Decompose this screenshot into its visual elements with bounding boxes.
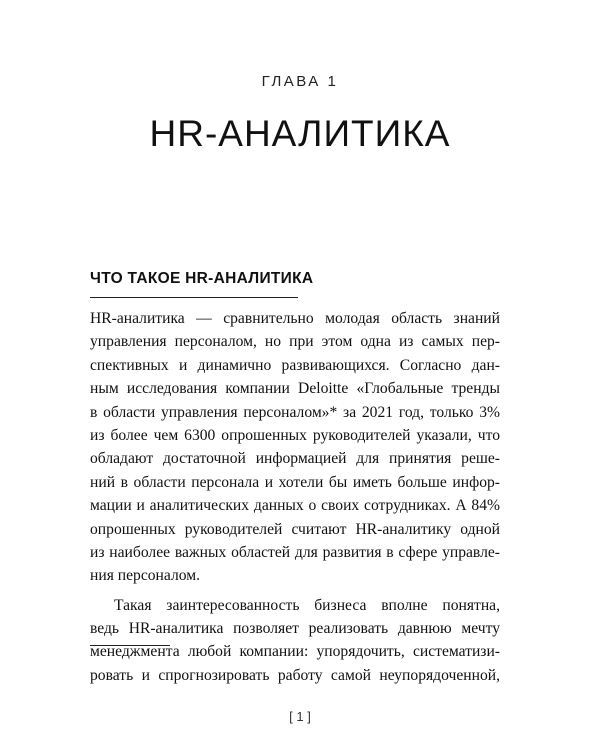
paragraph-1-line: из наиболее важных областей для развития в сфере управле- (90, 543, 500, 561)
paragraph-1-line: ным исследования компании Deloitte «Глобальные тренды (90, 380, 500, 398)
paragraph-2-line: ведь HR-аналитика позволяет реализовать давнюю мечту (90, 620, 500, 638)
paragraph-1-line: управления персоналом, но при этом одна из самых пер- (90, 333, 500, 351)
paragraph-1-line: ния персоналом. (90, 567, 200, 585)
paragraph-2-line: менеджмента любой компании: упорядочить, систематизи- (90, 643, 500, 661)
paragraph-1-line: HR-аналитика — сравнительно молодая область знаний (90, 310, 500, 327)
section-underline (90, 297, 298, 298)
chapter-title: HR-АНАЛИТИКА (149, 113, 451, 154)
section-heading: ЧТО ТАКОЕ HR-АНАЛИТИКА (90, 270, 314, 287)
page-number: [ 1 ] (289, 709, 311, 724)
paragraph-1-line: мации и аналитических данных о своих сотрудниках. А 84% (90, 497, 500, 515)
footnote-divider (90, 645, 170, 646)
paragraph-2-line: ровать и спрогнозировать работу самой неупорядоченной, (90, 666, 500, 684)
paragraph-1-line: опрошенных руководителей считают HR-аналитику одной (90, 520, 500, 538)
chapter-label: ГЛАВА 1 (261, 73, 339, 90)
paragraph-1-line: обладают достаточной информацией для принятия реше- (90, 450, 500, 468)
paragraph-1-line: из более чем 6300 опрошенных руководителей указали, что (90, 426, 500, 444)
body-text (90, 307, 500, 687)
paragraph-1-line: спективных и динамично развивающихся. Согласно дан- (90, 356, 500, 374)
paragraph-1-line: ний в области персонала и хотели бы иметь больше инфор- (90, 473, 500, 491)
paragraph-1-line: в области управления персоналом»* за 2021 год, только 3% (90, 403, 500, 421)
paragraph-2-line: Такая заинтересованность бизнеса вполне понятна, (114, 596, 500, 614)
